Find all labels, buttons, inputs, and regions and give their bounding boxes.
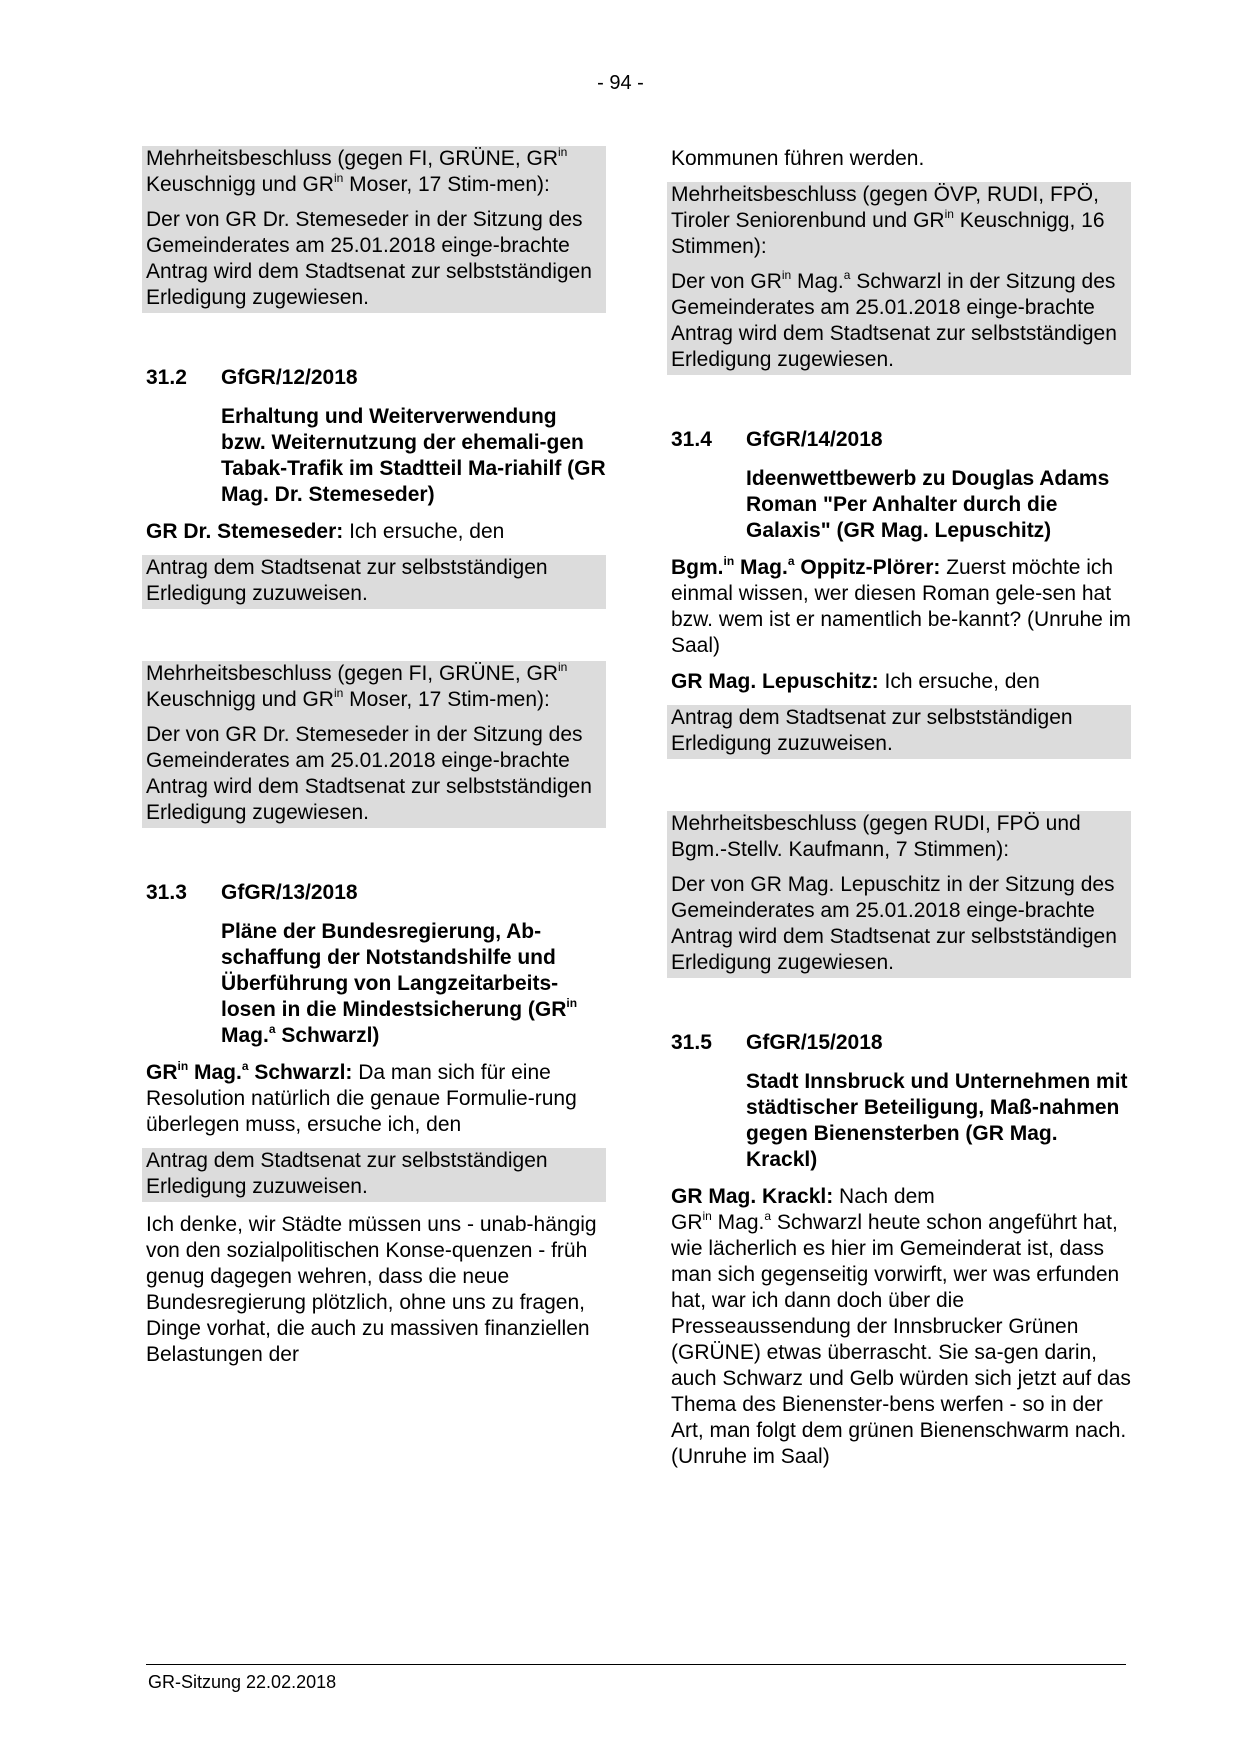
left-column <box>146 146 606 1368</box>
motion-box: Antrag dem Stadtsenat zur selbstständigen Erledigung zuzuweisen. <box>667 705 1131 759</box>
speech: GR Mag. Lepuschitz: Ich ersuche, den <box>671 670 1040 693</box>
speech: $GR^{in}$ Mag.$^a$ Schwarzl: Da man sich für eine Resolution natürlich die genaue Formulie-rung überlegen muss, ersuche ich, den <box>146 1059 577 1136</box>
section-heading-31-3: 31.3 GfGR/13/2018 <box>146 881 358 904</box>
right-column <box>671 146 1131 1470</box>
page-number: - 94 - <box>597 72 644 94</box>
resolution-text: Mehrheitsbeschluss (gegen FI, GRÜNE, $GR^{in}$ Keuschnigg und $GR^{in}$ Moser, 17 Stim-men): <box>146 145 568 196</box>
speech: GR Dr. Stemeseder: Ich ersuche, den <box>146 520 505 543</box>
motion-box: Antrag dem Stadtsenat zur selbstständigen Erledigung zuzuweisen. <box>142 1148 606 1202</box>
section-heading-31-5: 31.5 GfGR/15/2018 <box>671 1031 883 1054</box>
section-title-31-4: Ideenwettbewerb zu Douglas Adams Roman "Per Anhalter durch die Galaxis" (GR Mag. Lepuschitz) <box>746 467 1110 542</box>
footer-divider <box>146 1664 1126 1665</box>
section-title-31-5: Stadt Innsbruck und Unternehmen mit städtischer Beteiligung, Maß-nahmen gegen Bienensterben (GR Mag. Krackl) <box>746 1070 1128 1171</box>
resolution-text: Mehrheitsbeschluss (gegen FI, GRÜNE, $GR^{in}$ Keuschnigg und $GR^{in}$ Moser, 17 Stim-men): <box>146 660 568 711</box>
resolution-detail: Der von GR Mag. Lepuschitz in der Sitzung des Gemeinderates am 25.01.2018 einge-brachte Antrag wird dem Stadtsenat zur selbstständigen Erledigung zugewiesen. <box>671 873 1117 974</box>
resolution-box <box>667 811 1131 978</box>
resolution-detail: Der von GR Dr. Stemeseder in der Sitzung des Gemeinderates am 25.01.2018 einge-brachte Antrag wird dem Stadtsenat zur selbstständigen Erledigung zugewiesen. <box>146 208 592 309</box>
resolution-text: Mehrheitsbeschluss (gegen RUDI, FPÖ und Bgm.-Stellv. Kaufmann, 7 Stimmen): <box>671 812 1081 861</box>
section-title-31-3: Pläne der Bundesregierung, Ab-schaffung der Notstandshilfe und Überführung von Langzeitarbeits-losen in die Mindestsicherung ($GR^{in}$ Mag.$^a$ Schwarzl) <box>221 920 578 1047</box>
speech-continued: Kommunen führen werden. <box>671 147 925 170</box>
resolution-box <box>667 182 1131 375</box>
resolution-text: Mehrheitsbeschluss (gegen ÖVP, RUDI, FPÖ, Tiroler Seniorenbund und $GR^{in}$ Keuschnigg, 16 Stimmen): <box>671 183 1105 258</box>
speech: Bgm.$^{in}$ Mag.$^a$ Oppitz-Plörer: Zuerst möchte ich einmal wissen, wer diesen Roman gele-sen hat bzw. wem ist er namentlich be-kannt? (Unruhe im Saal) <box>671 554 1131 657</box>
motion-box: Antrag dem Stadtsenat zur selbstständigen Erledigung zuzuweisen. <box>142 555 606 609</box>
speech-continued: Ich denke, wir Städte müssen uns - unab-hängig von den sozialpolitischen Konse-quenzen - früh genug dagegen wehren, dass die neue Bundesregierung plötzlich, ohne uns zu fragen, Dinge vorhat, die auch zu massiven finanziellen Belastungen der <box>146 1213 597 1366</box>
resolution-box <box>142 661 606 828</box>
resolution-detail: Der von GR Dr. Stemeseder in der Sitzung des Gemeinderates am 25.01.2018 einge-brachte Antrag wird dem Stadtsenat zur selbstständigen Erledigung zugewiesen. <box>146 723 592 824</box>
footer-text: GR-Sitzung 22.02.2018 <box>148 1672 337 1692</box>
resolution-detail: Der von $GR^{in}$ Mag.$^a$ Schwarzl in der Sitzung des Gemeinderates am 25.01.2018 einge-brachte Antrag wird dem Stadtsenat zur selbstständigen Erledigung zugewiesen. <box>671 268 1117 371</box>
resolution-box <box>142 146 606 313</box>
section-heading-31-2: 31.2 GfGR/12/2018 <box>146 366 358 389</box>
section-heading-31-4: 31.4 GfGR/14/2018 <box>671 428 883 451</box>
speech: GR Mag. Krackl: Nach dem $GR^{in}$ Mag.$^a$ Schwarzl heute schon angeführt hat, wie lächerlich es hier im Gemeinderat ist, dass man sich gegenseitig vorwirft, wer was erfunden hat, war ich dann doch über die Presseaussendung der Innsbrucker Grünen (GRÜNE) etwas überrascht. Sie sa-gen darin, auch Schwarz und Gelb würden sich jetzt auf das Thema des Bienenster-bens werfen - so in der Art, man folgt dem grünen Bienenschwarm nach. (Unruhe im Saal) <box>671 1185 1131 1468</box>
section-title-31-2: Erhaltung und Weiterverwendung bzw. Weiternutzung der ehemali-gen Tabak-Trafik im Stadtteil Ma-riahilf (GR Mag. Dr. Stemeseder) <box>221 405 606 506</box>
